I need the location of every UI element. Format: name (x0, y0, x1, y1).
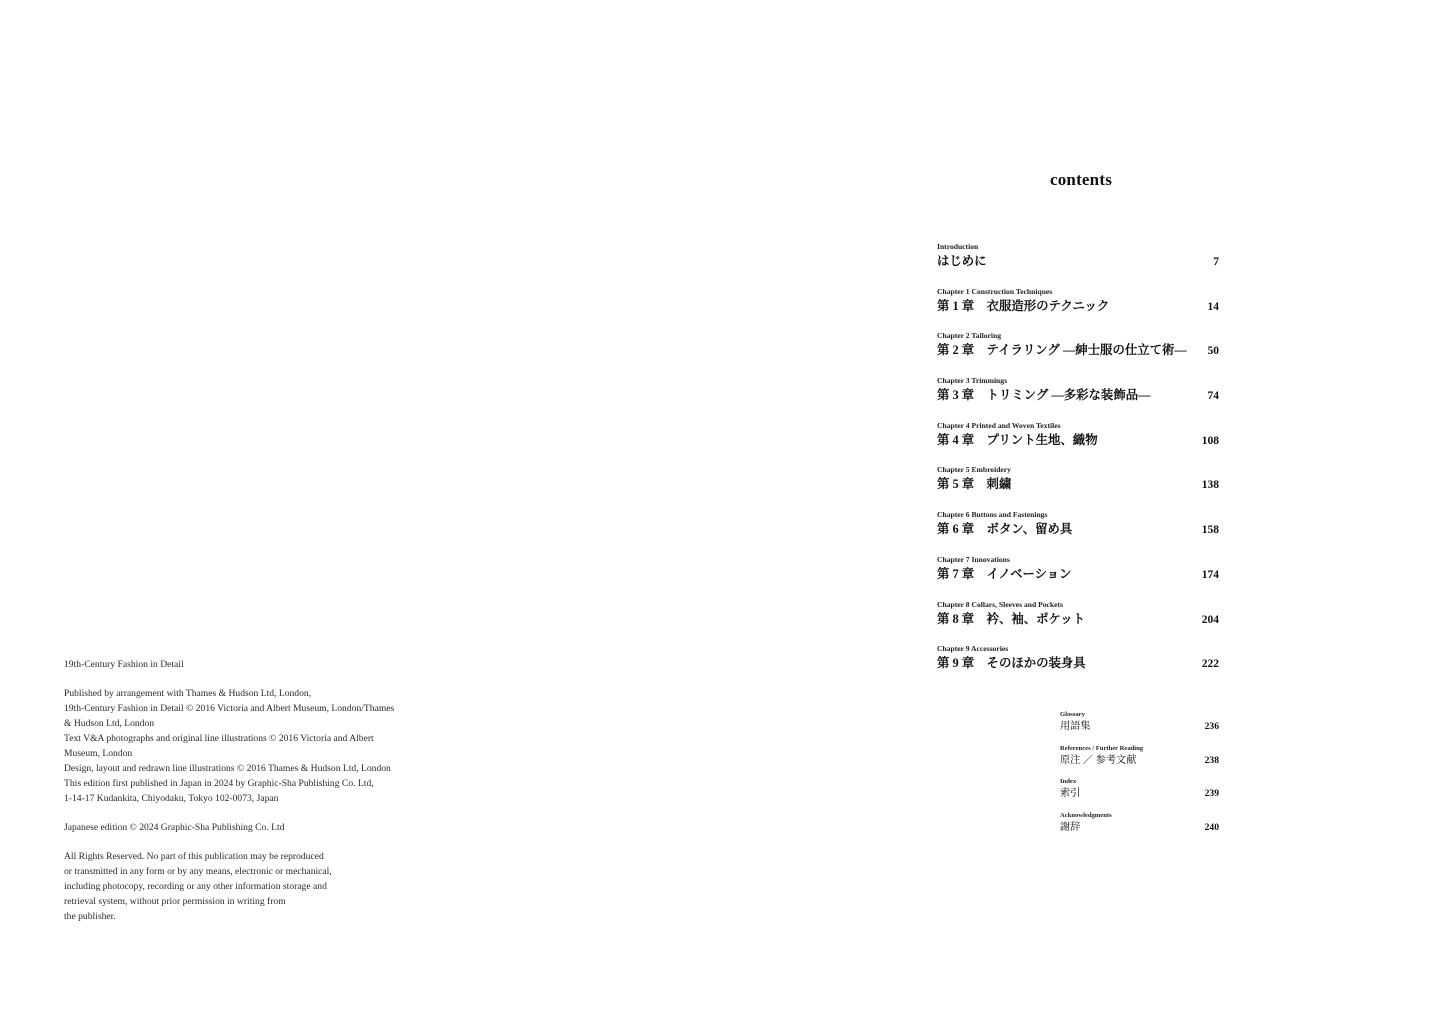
toc-entry-japanese-title: 第 6 章 ボタン、留め具 (937, 522, 1073, 537)
toc-entry-japanese-title: 第 3 章 トリミング ―多彩な装飾品― (937, 388, 1151, 403)
toc-entry-english-label: Introduction (937, 242, 979, 251)
toc-entry-japanese-title: 第 9 章 そのほかの装身具 (937, 656, 1086, 671)
publishing-line: & Hudson Ltd, London (64, 718, 155, 729)
rights-line: or transmitted in any form or by any means, electronic or mechanical, (64, 866, 332, 877)
toc-entry-english-label: Chapter 9 Accessories (937, 644, 1009, 654)
toc-entry-page-number: 14 (1207, 300, 1219, 313)
back-entry-page-number: 236 (1204, 721, 1219, 732)
toc-entry-japanese-title: 第 4 章 プリント生地、織物 (937, 432, 1098, 447)
publishing-line: Text V&A photographs and original line illustrations © 2016 Victoria and Albert (64, 733, 374, 744)
toc-entry-english-label: Chapter 5 Embroidery (937, 465, 1011, 475)
toc-entry-english-label: Chapter 3 Trimmings (937, 376, 1008, 386)
toc-entry-page-number: 50 (1207, 345, 1219, 358)
rights-line: including photocopy, recording or any other information storage and (64, 881, 327, 892)
colophon-publishing-info (64, 686, 444, 806)
back-entry-japanese-title: 謝辞 (1060, 821, 1081, 833)
colophon-book-title (64, 657, 444, 672)
back-entry-japanese-title: 原注 ／ 参考文献 (1060, 754, 1137, 766)
toc-entry-japanese-title: 第 7 章 イノベーション (937, 566, 1072, 581)
toc-entry-japanese-title: 第 1 章 衣服造形のテクニック (937, 298, 1110, 313)
toc-entry-english-label: Chapter 1 Construction Techniques (937, 286, 1053, 296)
toc-entry-chapter-6[interactable] (937, 509, 1219, 554)
toc-entry-references[interactable] (1060, 744, 1219, 778)
book-title: 19th-Century Fashion in Detail (64, 659, 184, 670)
toc-entry-page-number: 158 (1201, 524, 1219, 537)
japanese-edition-line: Japanese edition © 2024 Graphic-Sha Publishing Co. Ltd (64, 822, 285, 833)
publishing-line: Published by arrangement with Thames & Hudson Ltd, London, (64, 688, 312, 699)
toc-entry-page-number: 138 (1201, 479, 1219, 492)
publishing-line: 1-14-17 Kudankita, Chiyodaku, Tokyo 102-0073, Japan (64, 793, 279, 804)
toc-entry-chapter-5[interactable] (937, 464, 1219, 509)
toc-entry-english-label: Chapter 8 Collars, Sleeves and Pockets (937, 599, 1063, 609)
toc-entry-introduction[interactable] (937, 241, 1219, 286)
back-entry-english-label: Acknowledgments (1060, 811, 1112, 819)
toc-entry-page-number: 108 (1201, 434, 1219, 447)
toc-entry-chapter-8[interactable] (937, 599, 1219, 644)
colophon-japanese-edition (64, 820, 444, 835)
toc-entry-japanese-title: 第 8 章 衿、袖、ポケット (937, 611, 1086, 626)
back-entry-english-label: References / Further Reading (1060, 744, 1144, 752)
toc-entry-japanese-title: はじめに (937, 254, 987, 268)
contents-title: contents (1049, 170, 1113, 189)
toc-entry-glossary[interactable] (1060, 710, 1219, 744)
toc-entry-page-number: 222 (1201, 658, 1219, 671)
toc-entry-acknowledgments[interactable] (1060, 811, 1219, 845)
back-entry-page-number: 238 (1204, 754, 1219, 766)
rights-line: All Rights Reserved. No part of this publication may be reproduced (64, 851, 324, 862)
publishing-line: This edition first published in Japan in 2024 by Graphic-Sha Publishing Co. Ltd, (64, 778, 374, 789)
toc-entry-chapter-3[interactable] (937, 375, 1219, 420)
back-entry-page-number: 240 (1204, 821, 1219, 833)
toc-entry-index[interactable] (1060, 777, 1219, 811)
toc-back-matter-list (1060, 710, 1219, 844)
back-entry-japanese-title: 用語集 (1060, 721, 1091, 732)
toc-entry-page-number: 74 (1207, 390, 1219, 403)
colophon-rights (64, 849, 444, 924)
back-entry-japanese-title: 索引 (1060, 788, 1081, 799)
back-entry-english-label: Glossary (1060, 711, 1085, 718)
toc-entry-chapter-7[interactable] (937, 554, 1219, 599)
toc-entry-page-number: 7 (1213, 256, 1219, 268)
toc-entry-english-label: Chapter 4 Printed and Woven Textiles (937, 420, 1061, 430)
toc-entry-english-label: Chapter 7 Innovations (937, 554, 1010, 564)
toc-entry-english-label: Chapter 6 Buttons and Fastenings (937, 510, 1048, 520)
toc-entry-japanese-title: 第 5 章 刺繍 (937, 477, 1012, 492)
toc-entry-japanese-title: 第 2 章 テイラリング ―紳士服の仕立て術― (937, 343, 1187, 358)
rights-line: retrieval system, without prior permission in writing from (64, 896, 286, 907)
toc-entry-page-number: 174 (1201, 568, 1219, 581)
publishing-line: Museum, London (64, 748, 133, 759)
publishing-line: 19th-Century Fashion in Detail © 2016 Victoria and Albert Museum, London/Thames (64, 703, 395, 714)
back-entry-page-number: 239 (1204, 788, 1219, 799)
toc-entry-english-label: Chapter 2 Tailoring (937, 331, 1001, 341)
colophon (64, 657, 444, 938)
rights-line: the publisher. (64, 911, 116, 922)
toc-entry-chapter-1[interactable] (937, 286, 1219, 331)
toc-entry-chapter-4[interactable] (937, 420, 1219, 465)
publishing-line: Design, layout and redrawn line illustrations © 2016 Thames & Hudson Ltd, London (64, 763, 391, 774)
toc-entry-page-number: 204 (1201, 613, 1219, 626)
toc-chapter-list (937, 241, 1219, 688)
back-entry-english-label: Index (1060, 778, 1077, 785)
toc-entry-chapter-2[interactable] (937, 330, 1219, 375)
toc-entry-chapter-9[interactable] (937, 643, 1219, 688)
